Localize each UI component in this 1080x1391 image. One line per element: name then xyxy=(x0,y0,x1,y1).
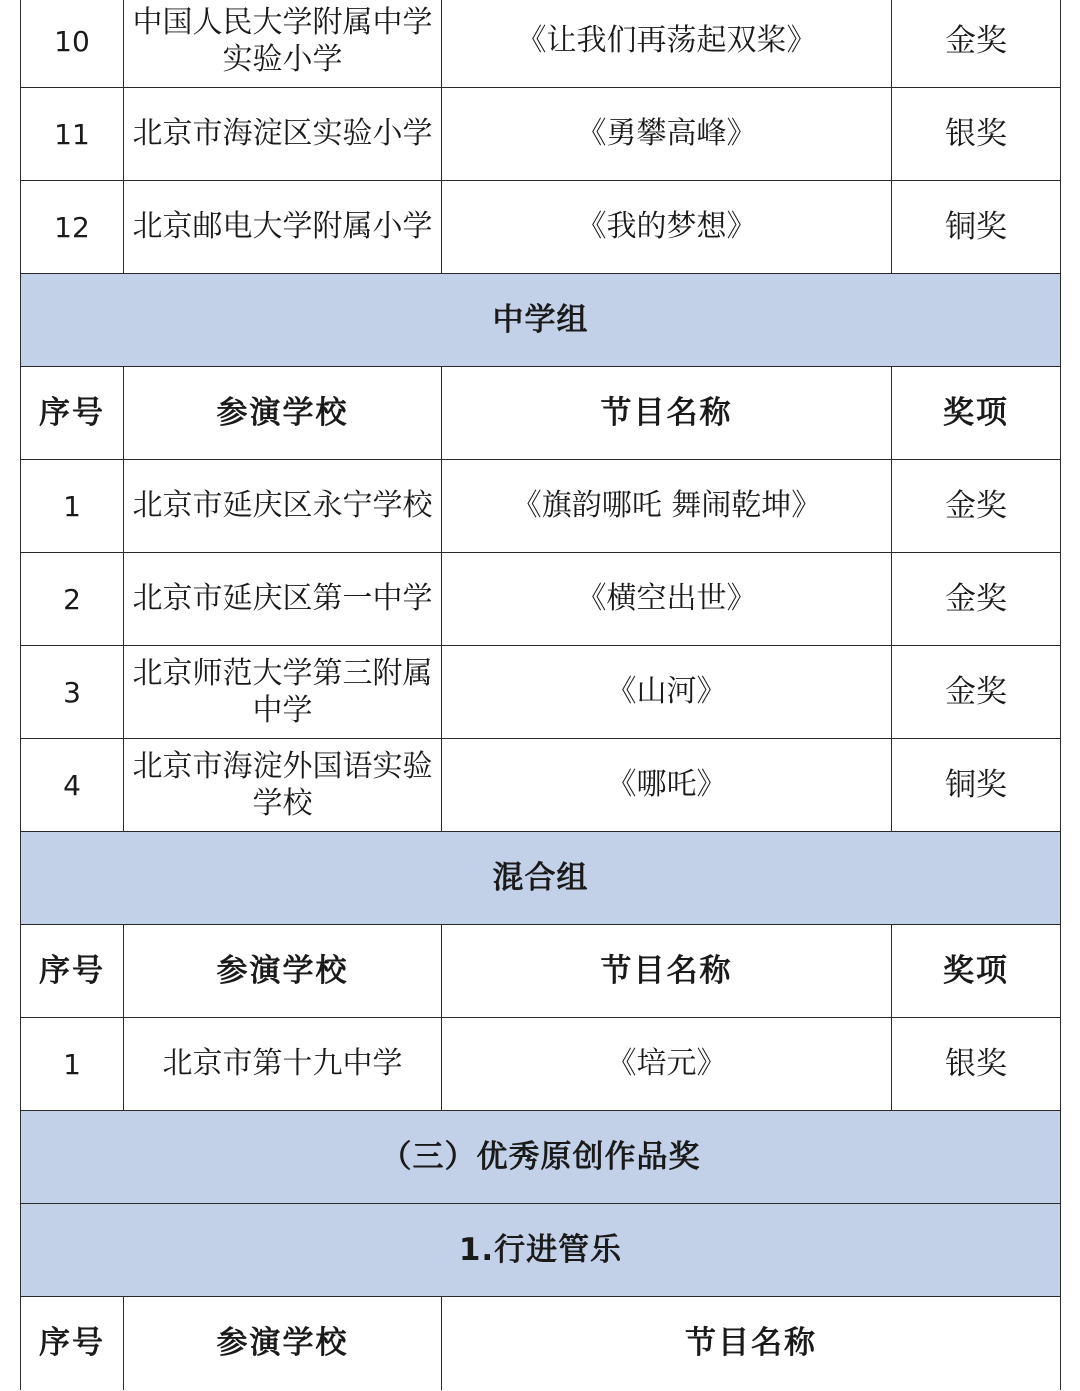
header-row xyxy=(21,1297,1061,1390)
program-cell: 《横空出世》 xyxy=(442,553,892,646)
section-band-original-award xyxy=(21,1111,1061,1204)
program-cell: 《旗韵哪吒 舞闹乾坤》 xyxy=(442,460,892,553)
header-school: 参演学校 xyxy=(124,367,442,460)
section-title: 混合组 xyxy=(21,832,1061,925)
row-number: 3 xyxy=(21,646,124,739)
award-cell: 金奖 xyxy=(892,553,1061,646)
table-row xyxy=(21,0,1061,88)
award-cell: 铜奖 xyxy=(892,739,1061,832)
header-program: 节目名称 xyxy=(442,367,892,460)
school-cell: 北京邮电大学附属小学 xyxy=(124,181,442,274)
table-row xyxy=(21,181,1061,274)
row-number: 2 xyxy=(21,553,124,646)
award-cell: 金奖 xyxy=(892,460,1061,553)
award-cell: 银奖 xyxy=(892,88,1061,181)
header-school: 参演学校 xyxy=(124,925,442,1018)
header-no: 序号 xyxy=(21,367,124,460)
award-cell: 银奖 xyxy=(892,1018,1061,1111)
program-cell: 《我的梦想》 xyxy=(442,181,892,274)
award-cell: 金奖 xyxy=(892,0,1061,88)
school-cell: 北京市延庆区永宁学校 xyxy=(124,460,442,553)
school-cell: 北京师范大学第三附属中学 xyxy=(124,646,442,739)
header-award: 奖项 xyxy=(892,925,1061,1018)
award-table xyxy=(20,0,1061,1390)
program-cell: 《山河》 xyxy=(442,646,892,739)
section-band-mixed xyxy=(21,832,1061,925)
header-row xyxy=(21,925,1061,1018)
program-cell: 《哪吒》 xyxy=(442,739,892,832)
program-cell: 《勇攀高峰》 xyxy=(442,88,892,181)
section-band-marching-band xyxy=(21,1204,1061,1297)
header-program: 节目名称 xyxy=(442,925,892,1018)
table-row xyxy=(21,646,1061,739)
row-number: 12 xyxy=(21,181,124,274)
school-cell: 北京市延庆区第一中学 xyxy=(124,553,442,646)
table-row xyxy=(21,1018,1061,1111)
school-cell: 中国人民大学附属中学实验小学 xyxy=(124,0,442,88)
header-school: 参演学校 xyxy=(124,1297,442,1390)
header-row xyxy=(21,367,1061,460)
row-number: 4 xyxy=(21,739,124,832)
header-program: 节目名称 xyxy=(442,1297,1061,1390)
row-number: 1 xyxy=(21,1018,124,1111)
program-cell: 《培元》 xyxy=(442,1018,892,1111)
table-row xyxy=(21,739,1061,832)
school-cell: 北京市海淀区实验小学 xyxy=(124,88,442,181)
header-award: 奖项 xyxy=(892,367,1061,460)
table-row xyxy=(21,460,1061,553)
row-number: 11 xyxy=(21,88,124,181)
award-cell: 铜奖 xyxy=(892,181,1061,274)
school-cell: 北京市海淀外国语实验学校 xyxy=(124,739,442,832)
section-title: 中学组 xyxy=(21,274,1061,367)
section-band-middle xyxy=(21,274,1061,367)
row-number: 10 xyxy=(21,0,124,88)
award-cell: 金奖 xyxy=(892,646,1061,739)
section-title: （三）优秀原创作品奖 xyxy=(21,1111,1061,1204)
section-subtitle: 1.行进管乐 xyxy=(21,1204,1061,1297)
table-row xyxy=(21,553,1061,646)
row-number: 1 xyxy=(21,460,124,553)
header-no: 序号 xyxy=(21,925,124,1018)
table-row xyxy=(21,88,1061,181)
school-cell: 北京市第十九中学 xyxy=(124,1018,442,1111)
program-cell: 《让我们再荡起双桨》 xyxy=(442,0,892,88)
header-no: 序号 xyxy=(21,1297,124,1390)
